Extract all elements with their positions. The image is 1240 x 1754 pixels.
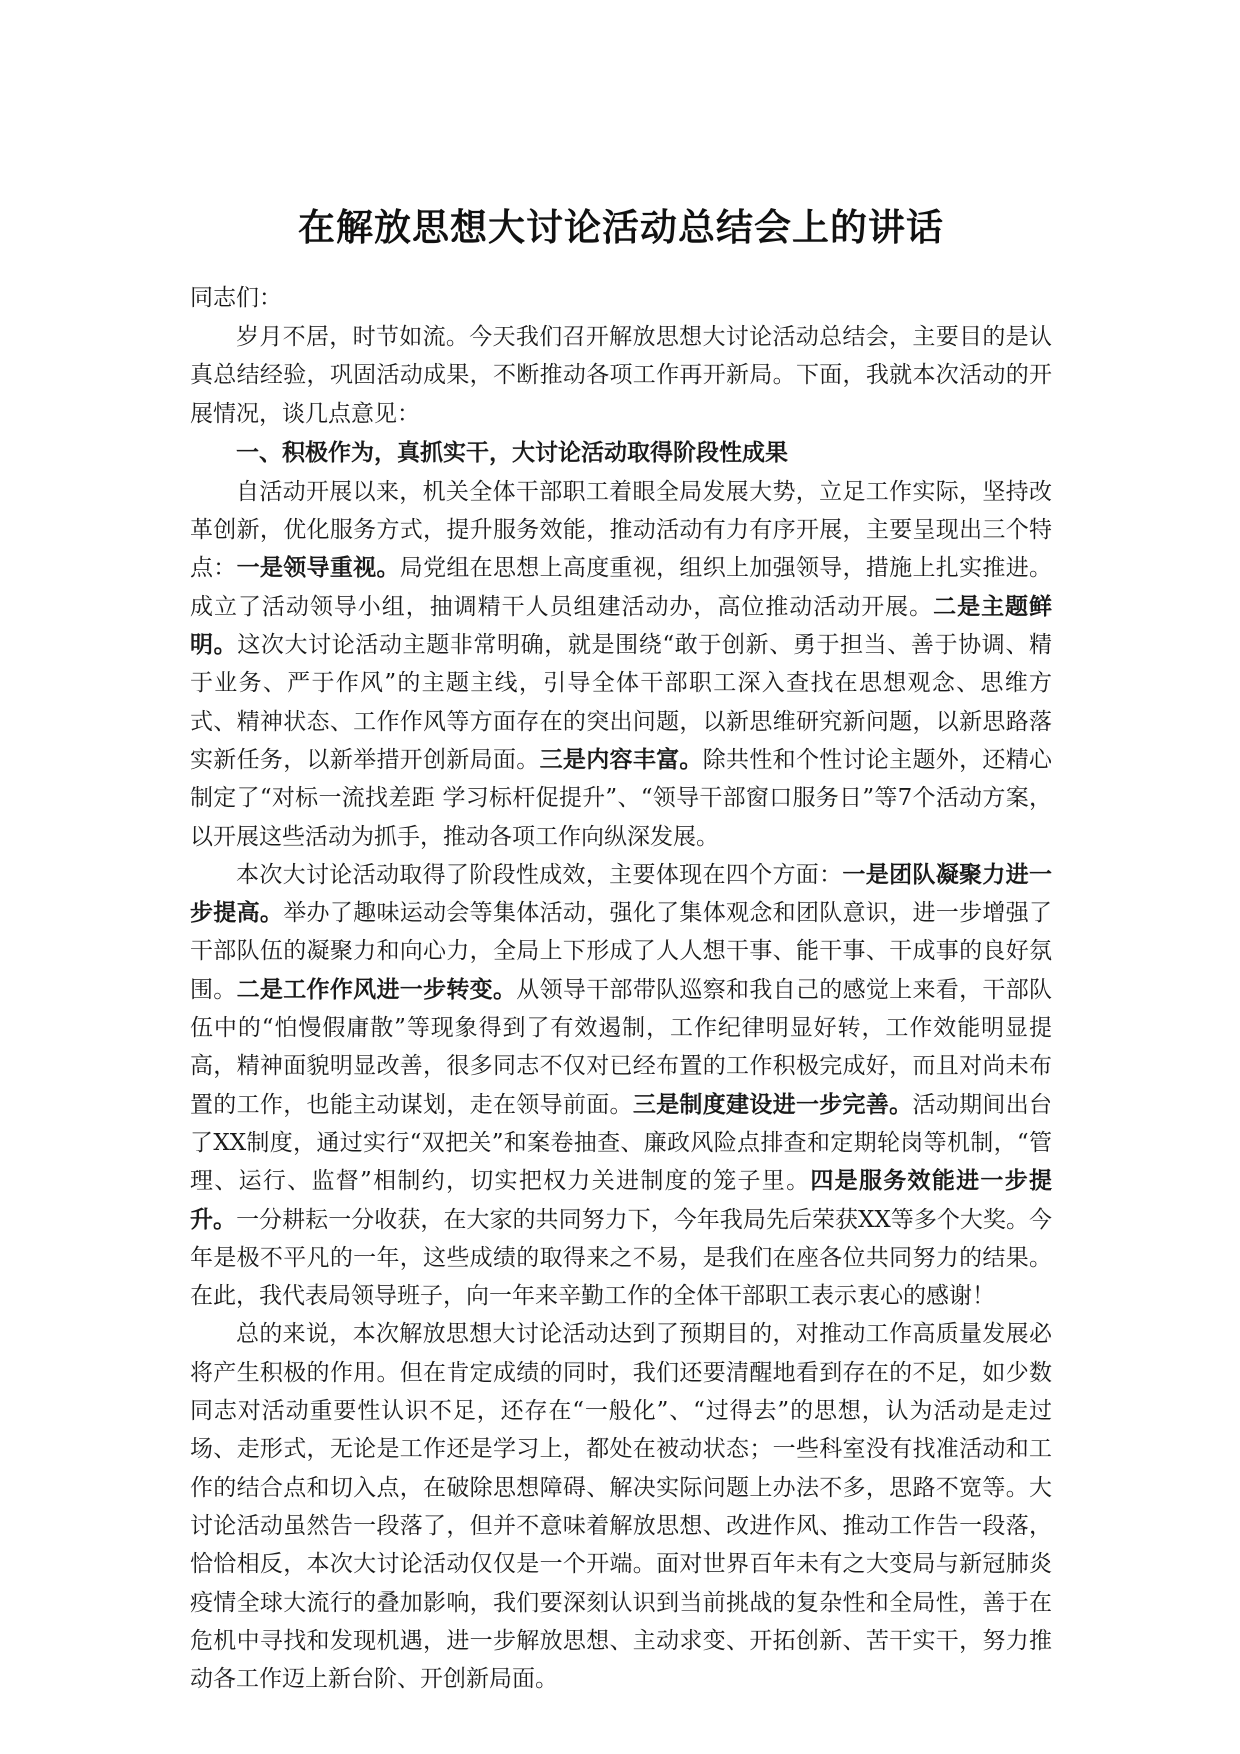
paragraph-text: 自活动开展以来，机关全体干部职工着眼全局发展大势，立足工作实际，坚持改革创新，优化服务方式，提升服务效能，推动活动有力有序开展，主要呈现出三个特点： — [190, 478, 1052, 582]
highlight-work-style: 二是工作作风进一步转变。 — [236, 976, 517, 1003]
document-page — [190, 200, 1052, 1698]
paragraph-text: 除共性和个性讨论主题外，还精心制定了“对标一流找差距 学习标杆促提升”、“领导干部窗口服务日”等7个活动方案，以开展这些活动为抓手，推动各项工作向纵深发展。 — [190, 746, 1053, 850]
highlight-cohesion: 一是团队凝聚力进一步提高。 — [190, 861, 1053, 927]
highlight-leadership: 一是领导重视。 — [236, 555, 400, 582]
intro-paragraph: 岁月不居，时节如流。今天我们召开解放思想大讨论活动总结会，主要目的是认真总结经验，巩固活动成果，不断推动各项工作再开新局。下面，我就本次活动的开展情况，谈几点意见： — [190, 324, 1052, 427]
highlight-system: 三是制度建设进一步完善。 — [632, 1091, 913, 1118]
paragraph-text: 局党组在思想上高度重视，组织上加强领导，措施上扎实推进。成立了活动领导小组，抽调精干人员组建活动办，高位推动活动开展。 — [190, 555, 1053, 620]
paragraph-text: 本次大讨论活动取得了阶段性成效，主要体现在四个方面： — [236, 861, 843, 888]
section-heading-1: 一、积极作为，真抓实干，大讨论活动取得阶段性成果 — [236, 439, 788, 466]
highlight-service: 四是服务效能进一步提升。 — [190, 1168, 1053, 1233]
paragraph-text: 从领导干部带队巡察和我自己的感觉上来看，干部队伍中的“怕慢假庸散”等现象得到了有效遏制，工作纪律明显好转，工作效能明显提高，精神面貌明显改善，很多同志不仅对已经布置的工作积极完成好，而且对尚未布置的工作，也能主动谋划，走在领导前面。 — [190, 976, 1053, 1118]
paragraph-features — [190, 473, 1052, 856]
highlight-content: 三是内容丰富。 — [539, 746, 703, 773]
document-title: 在解放思想大讨论活动总结会上的讲话 — [298, 206, 944, 249]
paragraph-text: 活动期间出台了XX制度，通过实行“双把关”和案卷抽查、廉政风险点排查和定期轮岗等机制，“管理、运行、监督”相制约，切实把权力关进制度的笼子里。 — [190, 1091, 1053, 1195]
salutation: 同志们： — [190, 285, 282, 311]
paragraph-results — [190, 856, 1052, 1316]
paragraph-text: 举办了趣味运动会等集体活动，强化了集体观念和团队意识，进一步增强了干部队伍的凝聚力和向心力，全局上下形成了人人想干事、能干事、干成事的良好氛围。 — [190, 900, 1053, 1003]
paragraph-text: 这次大讨论活动主题非常明确，就是围绕“敢于创新、勇于担当、善于协调、精于业务、严于作风”的主题主线，引导全体干部职工深入查找在思想观念、思维方式、精神状态、工作作风等方面存在的突出问题，以新思维研究新问题，以新思路落实新任务，以新举措开创新局面。 — [190, 632, 1053, 773]
highlight-theme: 二是主题鲜明。 — [190, 593, 1053, 659]
paragraph-summary: 总的来说，本次解放思想大讨论活动达到了预期目的，对推动工作高质量发展必将产生积极的作用。但在肯定成绩的同时，我们还要清醒地看到存在的不足，如少数同志对活动重要性认识不足，还存在“一般化”、“过得去”的思想，认为活动是走过场、走形式，无论是工作还是学习上，都处在被动状态；一些科室没有找准活动和工作的结合点和切入点，在破除思想障碍、解决实际问题上办法不多，思路不宽等。大讨论活动虽然告一段落了，但并不意味着解放思想、改进作风、推动工作告一段落，恰恰相反，本次大讨论活动仅仅是一个开端。面对世界百年未有之大变局与新冠肺炎疫情全球大流行的叠加影响，我们要深刻认识到当前挑战的复杂性和全局性，善于在危机中寻找和发现机遇，进一步解放思想、主动求变、开拓创新、苦干实干，努力推动各工作迈上新台阶、开创新局面。 — [190, 1321, 1052, 1693]
paragraph-text: 一分耕耘一分收获，在大家的共同努力下，今年我局先后荣获XX等多个大奖。今年是极不平凡的一年，这些成绩的取得来之不易，是我们在座各位共同努力的结果。在此，我代表局领导班子，向一年来辛勤工作的全体干部职工表示衷心的感谢！ — [190, 1206, 1053, 1310]
